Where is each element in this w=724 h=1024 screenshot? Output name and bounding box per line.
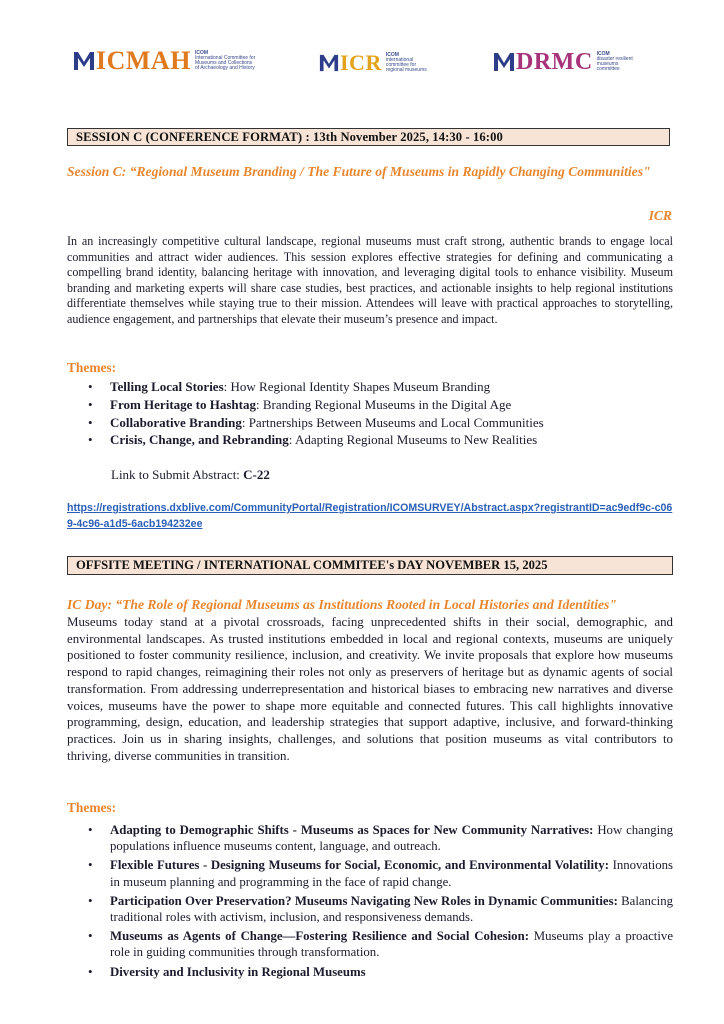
logo-bar bbox=[0, 44, 724, 84]
icom-mark-icon bbox=[318, 53, 340, 73]
abstract-label: Link to Submit Abstract: bbox=[111, 467, 244, 482]
ic-day-title: IC Day: “The Role of Regional Museums as Institutions Rooted in Local Histories and Identities" bbox=[67, 597, 617, 612]
icmah-logo: ICMAH ICOM International Committee for Museums and Collections of Archaeology and History bbox=[72, 48, 255, 74]
session-organizer: ICR bbox=[648, 208, 672, 223]
themes-heading: Themes: bbox=[67, 800, 117, 815]
list-item: • Adapting to Demographic Shifts - Museums as Spaces for New Community Narratives: How changing populations influence museums content, language, and outreach. bbox=[88, 822, 673, 854]
list-item: • Crisis, Change, and Rebranding: Adapting Regional Museums to New Realities bbox=[88, 431, 678, 449]
abstract-submit-link[interactable]: https://registrations.dxblive.com/CommunityPortal/Registration/ICOMSURVEY/Abstract.aspx?registrantID=ac9edf9c-c069-4c96-a1d5-6acb194232ee bbox=[67, 502, 673, 530]
session-title: Session C: “Regional Museum Branding / The Future of Museums in Rapidly Changing Communities" bbox=[67, 164, 651, 179]
logo-word: ICR bbox=[340, 50, 382, 75]
list-item: • Telling Local Stories: How Regional Identity Shapes Museum Branding bbox=[88, 378, 678, 396]
list-item: • From Heritage to Hashtag: Branding Regional Museums in the Digital Age bbox=[88, 396, 678, 414]
ic-day-description: Museums today stand at a pivotal crossroads, facing unprecedented shifts in their social, demographic, and environmental landscapes. As trusted institutions embedded in local and regional contexts, museums are uniquely positioned to foster community resilience, inclusion, and creativity. We invite proposals that explore how museums respond to rapid changes, reimagining their roles not only as preservers of heritage but as dynamic agents of social transformation. From addressing underrepresentation and historical biases to embracing new narratives and diverse voices, museums have the power to shape more equitable and connected futures. This call highlights innovative programming, design, education, and leadership strategies that support adaptive, inclusive, and forward-thinking practices. Join us in sharing insights, challenges, and solutions that position museums as vital contributors to thriving, diverse communities in transition. bbox=[67, 615, 673, 763]
icr-logo: ICR ICOM international committee for regional museums bbox=[318, 52, 427, 74]
list-item: • Museums as Agents of Change—Fostering Resilience and Social Cohesion: Museums play a proactive role in guiding communities through transformation. bbox=[88, 928, 673, 960]
logo-word: DRMC bbox=[516, 49, 593, 75]
drmc-logo: DRMC ICOM disaster resilient museums committee bbox=[492, 50, 633, 74]
themes-heading: Themes: bbox=[67, 360, 117, 375]
ic-day-themes-list bbox=[88, 822, 673, 983]
list-item: • Diversity and Inclusivity in Regional Museums bbox=[88, 964, 673, 980]
list-item: • Participation Over Preservation? Museums Navigating New Roles in Dynamic Communities: Balancing traditional roles with activism, inclusion, and responsiveness demands. bbox=[88, 893, 673, 925]
session-header-box bbox=[67, 128, 670, 146]
session-header: SESSION C (CONFERENCE FORMAT) : 13th November 2025, 14:30 - 16:00 bbox=[76, 129, 503, 144]
list-item: • Collaborative Branding: Partnerships Between Museums and Local Communities bbox=[88, 414, 678, 432]
session-description: In an increasingly competitive cultural landscape, regional museums must craft strong, authentic brands to engage local communities and attract wider audiences. This session explores effective strategies for defining and communicating a compelling brand identity, balancing heritage with innovation, and leveraging digital tools to enhance visibility. Museum branding and marketing experts will share case studies, best practices, and actionable insights to help regional institutions differentiate themselves while staying true to their mission. Attendees will leave with practical approaches to storytelling, audience engagement, and partnerships that elevate their museum’s presence and impact. bbox=[67, 234, 673, 326]
session-themes-list bbox=[88, 378, 678, 449]
logo-word: ICMAH bbox=[96, 46, 191, 75]
list-item: • Flexible Futures - Designing Museums for Social, Economic, and Environmental Volatility: Innovations in museum planning and programming in the face of rapid change. bbox=[88, 857, 673, 889]
abstract-line bbox=[111, 467, 270, 483]
icom-mark-icon bbox=[492, 51, 516, 73]
icom-mark-icon bbox=[72, 50, 96, 72]
offsite-header-box bbox=[67, 556, 673, 575]
offsite-header: OFFSITE MEETING / INTERNATIONAL COMMITEE's DAY NOVEMBER 15, 2025 bbox=[76, 558, 548, 572]
abstract-code: C-22 bbox=[243, 467, 270, 482]
